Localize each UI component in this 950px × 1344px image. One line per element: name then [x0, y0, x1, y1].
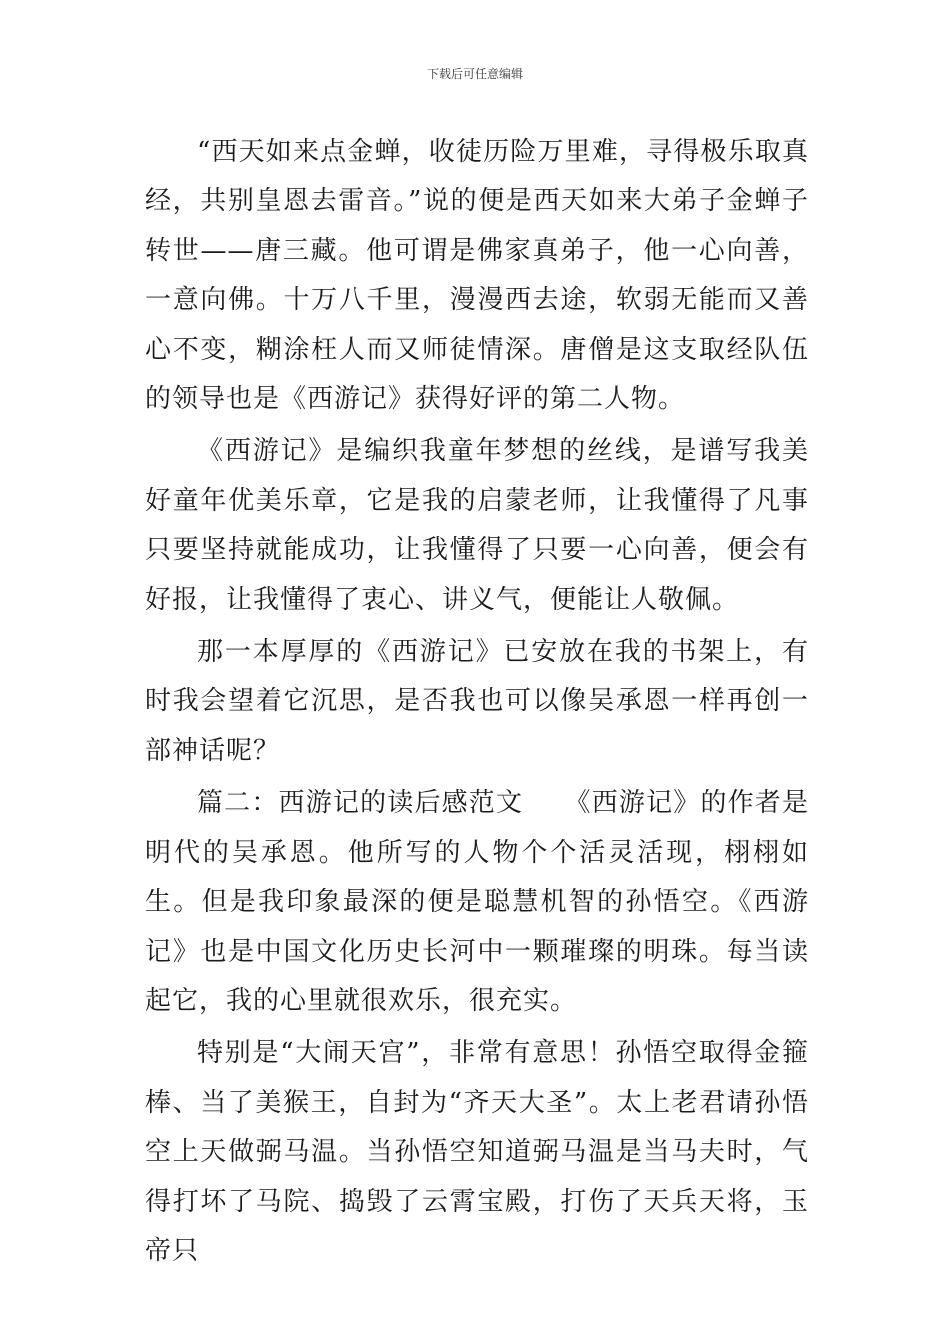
- page-header: 下载后可任意编辑: [426, 67, 523, 81]
- paragraph-5: 特别是“大闹天宫”，非常有意思！孙悟空取得金箍棒、当了美猴王，自封为“齐天大圣”。太上老君请孙悟空上天做弼马温。当孙悟空知道弼马温是当马夫时，气得打坏了马院、捣毁了云霄宝殿，打伤了天兵天将，玉帝只: [145, 1038, 809, 1266]
- paragraph-2: 《西游记》是编织我童年梦想的丝线，是谱写我美好童年优美乐章，它是我的启蒙老师，让我懂得了凡事只要坚持就能成功，让我懂得了只要一心向善，便会有好报，让我懂得了衷心、讲义气，便能让人敬佩。: [145, 436, 809, 615]
- paragraph-4: 篇二：西游记的读后感范文 《西游记》的作者是明代的吴承恩。他所写的人物个个活灵活现，栩栩如生。但是我印象最深的便是聪慧机智的孙悟空。《西游记》也是中国文化历史长河中一颗璀璨的明珠。每当读起它，我的心里就很欢乐，很充实。: [145, 788, 809, 1016]
- document-body: [145, 128, 809, 1276]
- paragraph-3: 那一本厚厚的《西游记》已安放在我的书架上，有时我会望着它沉思，是否我也可以像吴承恩一样再创一部神话呢？: [145, 637, 809, 766]
- paragraph-1: “西天如来点金蝉，收徒历险万里难，寻得极乐取真经，共别皇恩去雷音。”说的便是西天如来大弟子金蝉子转世——唐三藏。他可谓是佛家真弟子，他一心向善，一意向佛。十万八千里，漫漫西去途，软弱无能而又善心不变，糊涂枉人而又师徒情深。唐僧是这支取经队伍的领导也是《西游记》获得好评的第二人物。: [145, 137, 809, 415]
